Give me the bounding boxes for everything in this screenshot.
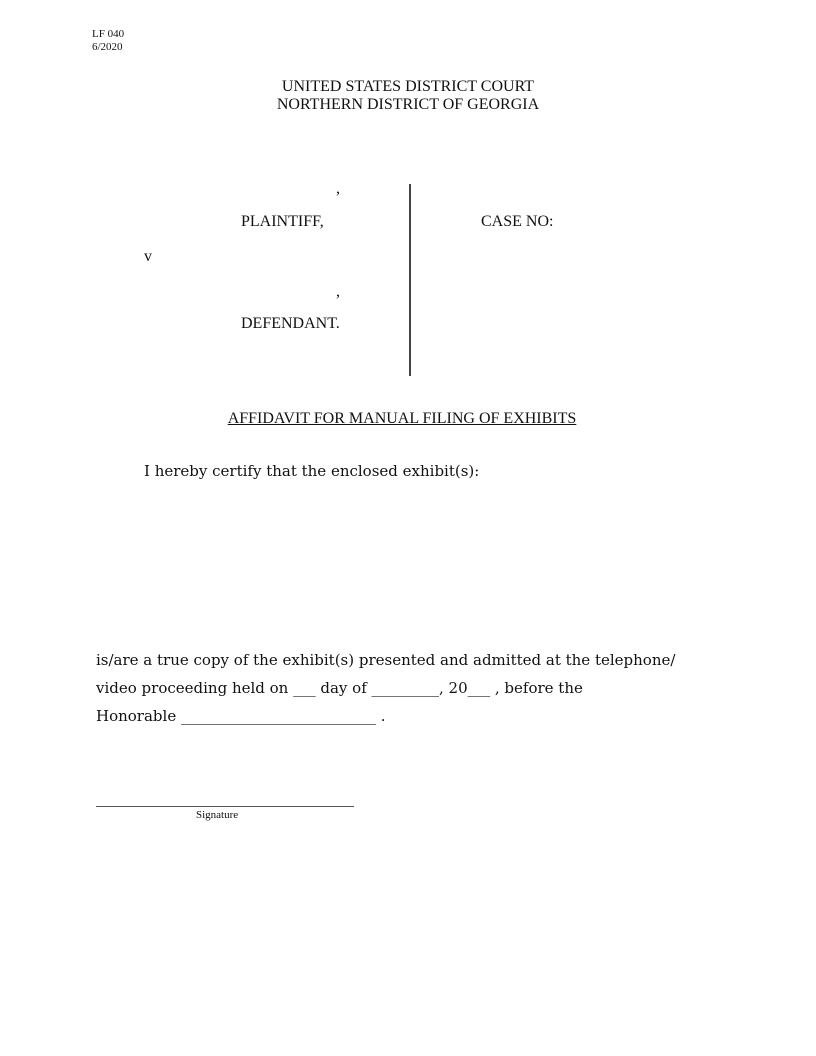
caption-divider xyxy=(409,184,411,376)
case-number-label: CASE NO: xyxy=(481,213,554,230)
signature-label: Signature xyxy=(196,809,239,821)
signature-line xyxy=(96,806,354,807)
plaintiff-comma: , xyxy=(336,180,340,197)
defendant-label: DEFENDANT. xyxy=(241,315,340,332)
versus-label: v xyxy=(144,248,152,265)
form-code: LF 040 xyxy=(92,28,125,40)
body-line-2: video proceeding held on ___ day of _________, 20___ , before the xyxy=(96,679,583,697)
document-title: AFFIDAVIT FOR MANUAL FILING OF EXHIBITS xyxy=(227,410,577,427)
plaintiff-label: PLAINTIFF, xyxy=(241,213,324,230)
defendant-comma: , xyxy=(336,283,340,300)
form-date: 6/2020 xyxy=(92,41,123,53)
certify-statement: I hereby certify that the enclosed exhibit(s): xyxy=(144,462,480,480)
body-line-3: Honorable __________________________ . xyxy=(96,707,386,725)
court-district: NORTHERN DISTRICT OF GEORGIA xyxy=(276,96,540,113)
court-name: UNITED STATES DISTRICT COURT xyxy=(281,78,535,95)
body-line-1: is/are a true copy of the exhibit(s) presented and admitted at the telephone/ xyxy=(96,651,676,669)
